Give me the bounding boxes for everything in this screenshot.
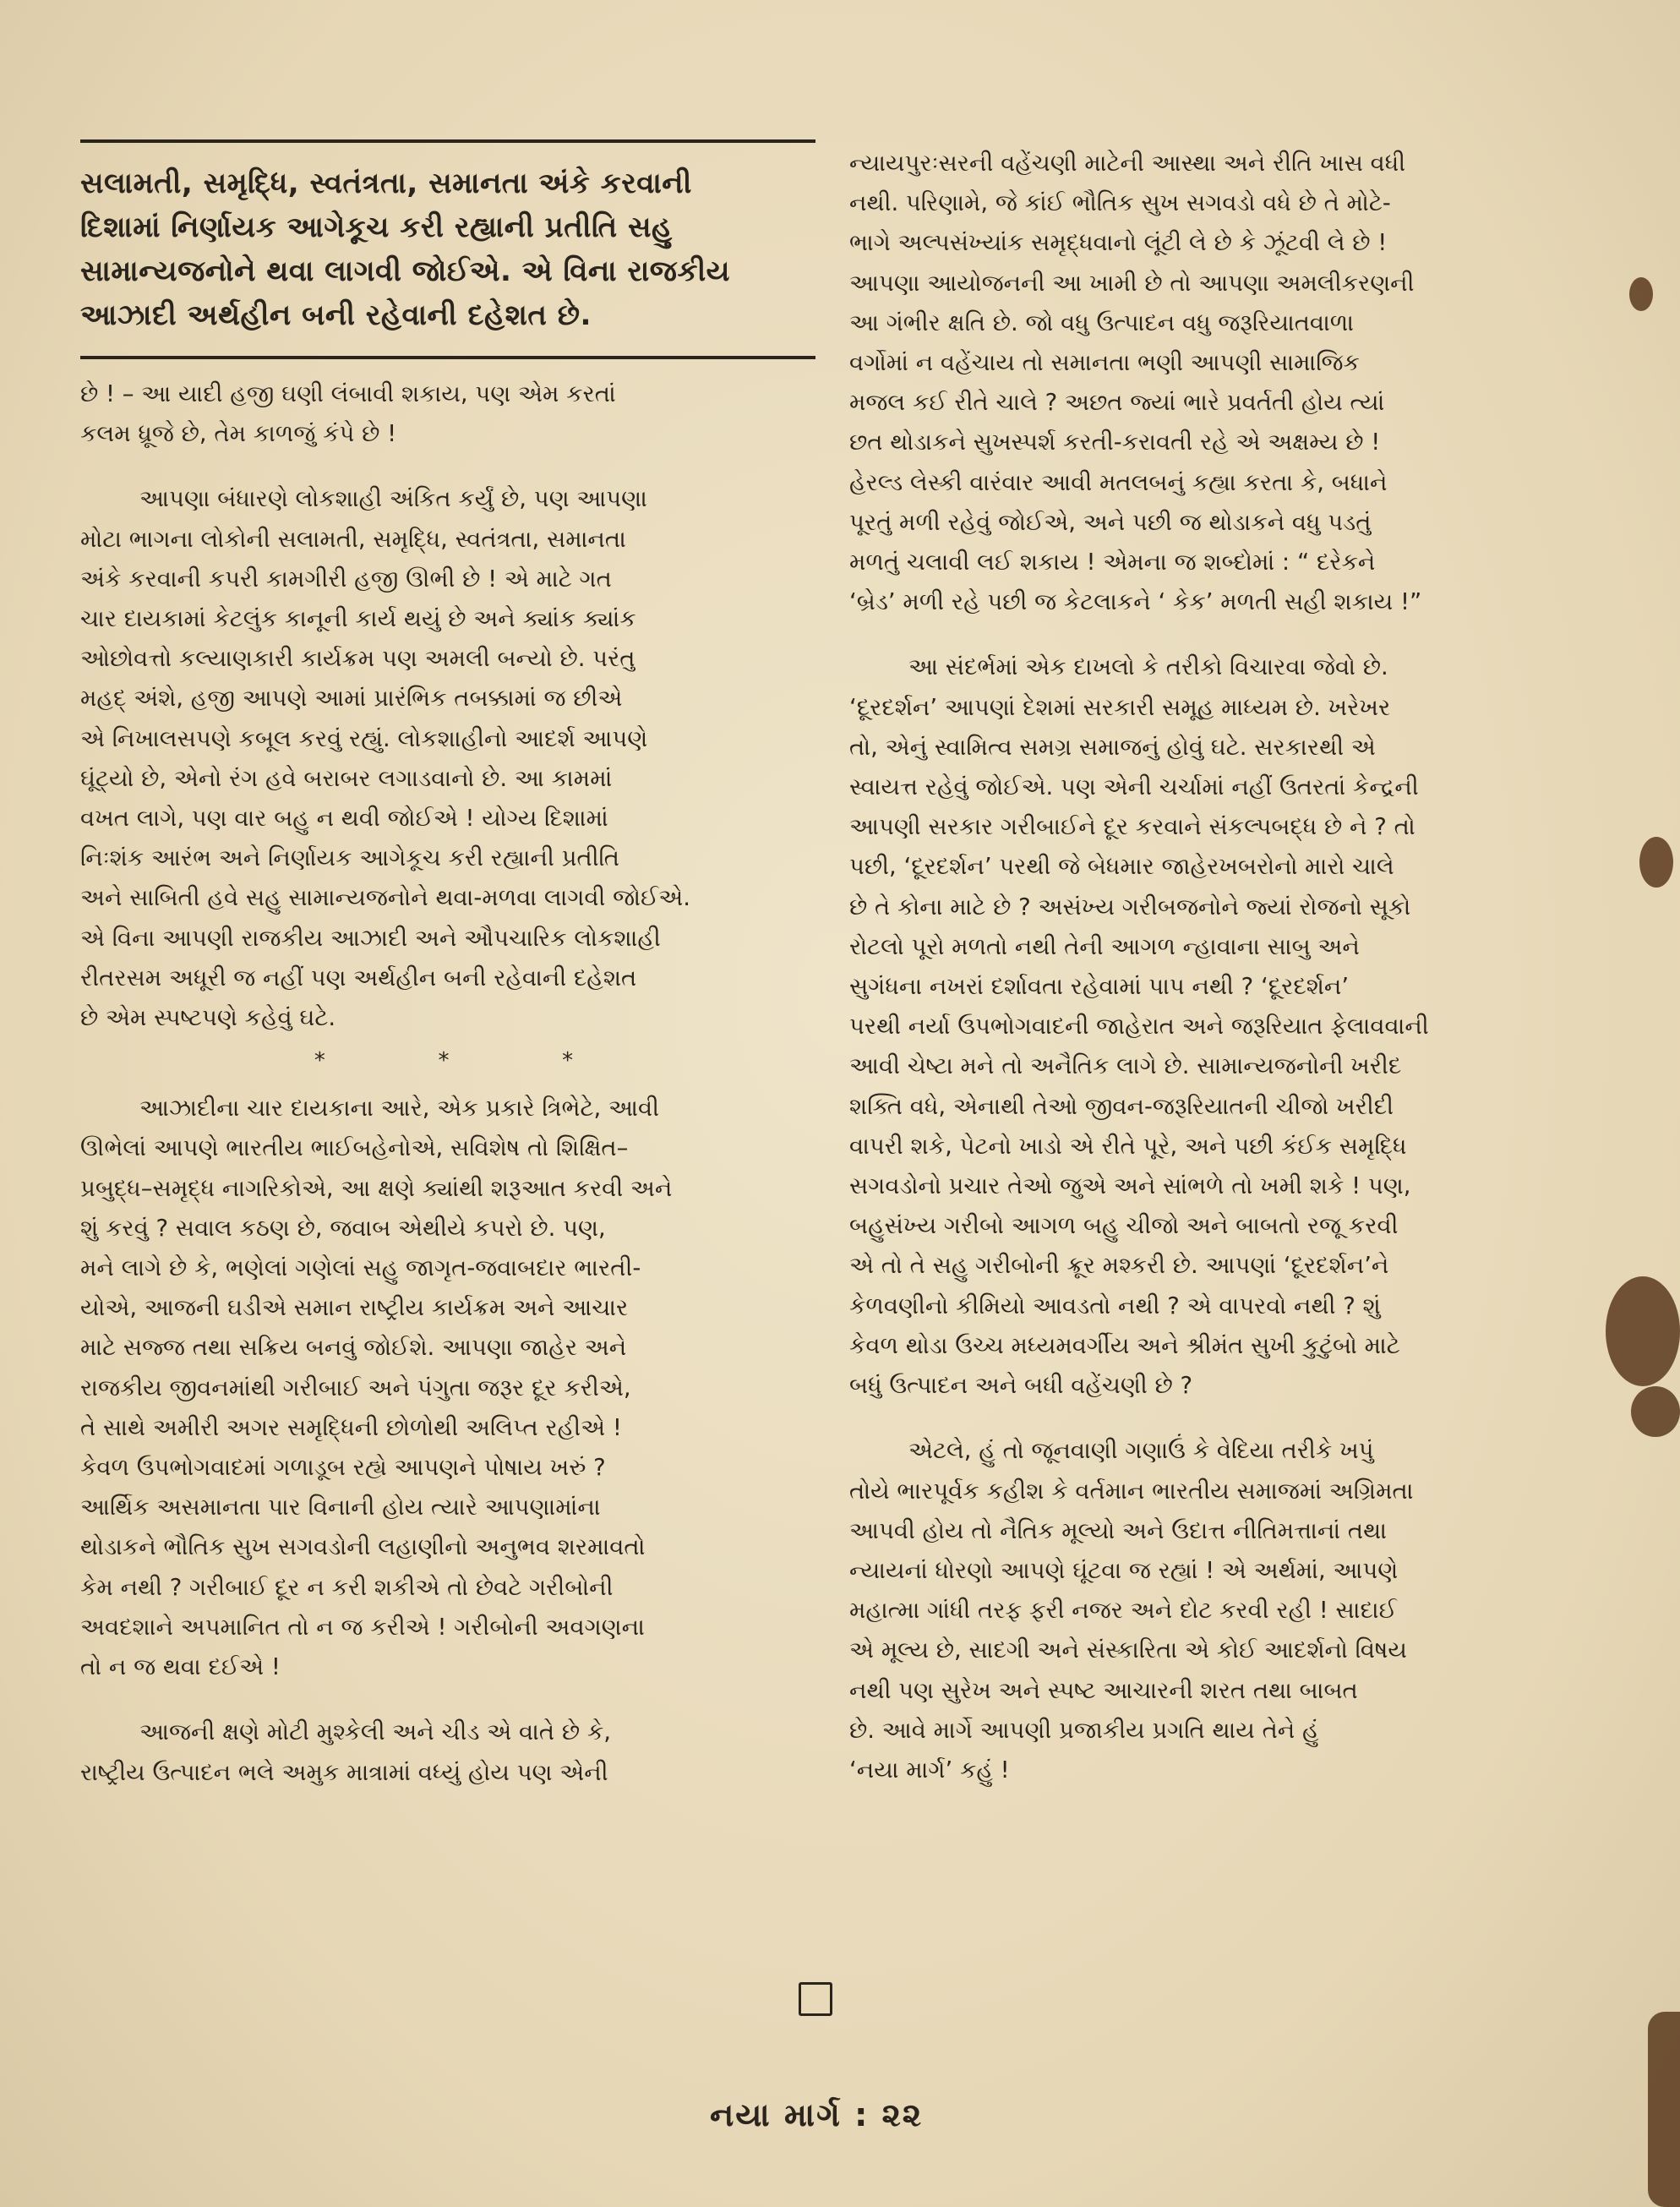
text-line: રીતરસમ અધૂરી જ નહીં પણ અર્થહીન બની રહેવાની દહેશત xyxy=(80,964,637,992)
text-line: છે. આવે માર્ગે આપણી પ્રજાકીય પ્રગતિ થાય તેને હું xyxy=(849,1716,1319,1744)
text-line: અવદશાને અપમાનિત તો ન જ કરીએ ! ગરીબોની અવગણના xyxy=(80,1613,645,1641)
text-line: આવી ચેષ્ટા મને તો અનૈતિક લાગે છે. સામાન્યજનોની ખરીદ xyxy=(849,1052,1402,1080)
text-line: વાપરી શકે, પેટનો ખાડો એ રીતે પૂરે, અને પછી કંઈક સમૃદ્ધિ xyxy=(849,1132,1407,1160)
paper-damage-mark xyxy=(1639,837,1673,888)
end-of-article-box-icon xyxy=(799,1982,832,2016)
body-paragraph xyxy=(80,374,815,454)
text-line: આપણા આયોજનની આ ખામી છે તો આપણા અમલીકરણની xyxy=(849,269,1415,297)
star-glyph: * xyxy=(314,1048,325,1074)
text-line: ‘બ્રેડ’ મળી રહે પછી જ કેટલાકને ‘ કેક’ મળતી સહી શકાય !” xyxy=(849,588,1422,616)
text-line: કેવળ ઉપભોગવાદમાં ગળાડૂબ રહ્યે આપણને પોષાય ખરું ? xyxy=(80,1454,606,1482)
text-line: તો, એનું સ્વામિત્વ સમગ્ર સમાજનું હોવું ઘટે. સરકારથી એ xyxy=(849,733,1376,761)
text-line: ‘નયા માર્ગ’ કહું ! xyxy=(849,1756,1010,1784)
text-line: ન્યાયનાં ધોરણો આપણે ઘૂંટવા જ રહ્યાં ! એ અર્થમાં, આપણે xyxy=(849,1556,1399,1584)
text-line: છત થોડાકને સુખસ્પર્શ કરતી-કરાવતી રહે એ અક્ષમ્ય છે ! xyxy=(849,429,1381,456)
text-line: મોટા ભાગના લોકોની સલામતી, સમૃદ્ધિ, સ્વતંત્રતા, સમાનતા xyxy=(80,525,626,553)
text-line: થોડાકને ભૌતિક સુખ સગવડોની લહાણીનો અનુભવ શરમાવતો xyxy=(80,1533,646,1561)
text-line: આપણી સરકાર ગરીબાઈને દૂર કરવાને સંકલ્પબદ્ધ છે ને ? તો xyxy=(849,813,1415,841)
text-line: મને લાગે છે કે, ભણેલાં ગણેલાં સહુ જાગૃત-જવાબદાર ભારતી- xyxy=(80,1254,641,1282)
text-line: રોટલો પૂરો મળતો નથી તેની આગળ ન્હાવાના સાબુ અને xyxy=(849,932,1360,960)
text-line: માટે સજ્જ તથા સક્રિય બનવું જોઈશે. આપણા જાહેર અને xyxy=(80,1334,627,1362)
text-line: આર્થિક અસમાનતા પાર વિનાની હોય ત્યારે આપણામાંના xyxy=(80,1494,601,1521)
text-line: યોએ, આજની ઘડીએ સમાન રાષ્ટ્રીય કાર્યક્રમ અને આચાર xyxy=(80,1294,629,1322)
text-line: ભાગે અલ્પસંખ્યાંક સમૃદ્ધવાનો લૂંટી લે છે કે ઝૂંટવી લે છે ! xyxy=(849,229,1388,257)
body-paragraph xyxy=(80,1713,815,1792)
text-line: સુગંધના નખરાં દર્શાવતા રહેવામાં પાપ નથી ? ‘દૂરદર્શન’ xyxy=(849,973,1350,1001)
text-line: આપવી હોય તો નૈતિક મૂલ્યો અને ઉદાત્ત નીતિમત્તાનાં તથા xyxy=(849,1516,1387,1544)
text-line: એ મૂલ્ય છે, સાદગી અને સંસ્કારિતા એ કોઈ આદર્શનો વિષય xyxy=(849,1636,1407,1664)
star-glyph: * xyxy=(562,1048,574,1074)
text-line: ‘દૂરદર્શન’ આપણાં દેશમાં સરકારી સમૂહ માધ્યમ છે. ખરેખર xyxy=(849,693,1391,721)
text-line: ન્યાયપુરઃસરની વહેંચણી માટેની આસ્થા અને રીતિ ખાસ વધી xyxy=(849,150,1406,177)
text-line: નિઃશંક આરંભ અને નિર્ણાયક આગેકૂચ કરી રહ્યાની પ્રતીતિ xyxy=(80,844,620,872)
pull-quote-line: દિશામાં નિર્ણાયક આગેકૂચ કરી રહ્યાની પ્રતીતિ સહુ xyxy=(80,210,673,244)
text-line: મજલ કઈ રીતે ચાલે ? અછત જ્યાં ભારે પ્રવર્તતી હોય ત્યાં xyxy=(849,389,1385,417)
text-line: તો ન જ થવા દઈએ ! xyxy=(80,1653,281,1681)
text-line: તે સાથે અમીરી અગર સમૃદ્ધિની છોળોથી અલિપ્ત રહીએ ! xyxy=(80,1413,622,1441)
text-line: ઓછોવત્તો કલ્યાણકારી કાર્યક્રમ પણ અમલી બન્યો છે. પરંતુ xyxy=(80,645,635,673)
text-line: છે ! – આ યાદી હજી ઘણી લંબાવી શકાય, પણ એમ કરતાં xyxy=(80,380,616,407)
paper-damage-mark xyxy=(1631,1386,1680,1437)
text-line: કલમ ધ્રૂજે છે, તેમ કાળજું કંપે છે ! xyxy=(80,420,397,448)
text-line: આ ગંભીર ક્ષતિ છે. જો વધુ ઉત્પાદન વધુ જરૂરિયાતવાળા xyxy=(849,309,1354,336)
text-line: ચાર દાયકામાં કેટલુંક કાનૂની કાર્ય થયું છે અને ક્યાંક ક્યાંક xyxy=(80,605,636,633)
text-line: અને સાબિતી હવે સહુ સામાન્યજનોને થવા-મળવા લાગવી જોઈએ. xyxy=(80,884,691,912)
text-line: રાષ્ટ્રીય ઉત્પાદન ભલે અમુક માત્રામાં વધ્યું હોય પણ એની xyxy=(80,1758,608,1786)
text-line: વખત લાગે, પણ વાર બહુ ન થવી જોઈએ ! યોગ્ય દિશામાં xyxy=(80,805,608,833)
body-paragraph xyxy=(849,1431,1601,1790)
pull-quote-line: સલામતી, સમૃદ્ધિ, સ્વતંત્રતા, સમાનતા અંકે કરવાની xyxy=(80,167,692,200)
text-line: હેરલ્ડ લેસ્કી વારંવાર આવી મતલબનું કહ્યા કરતા કે, બધાને xyxy=(849,468,1388,496)
text-line: આપણા બંધારણે લોકશાહી અંકિત કર્યું છે, પણ આપણા xyxy=(139,485,647,513)
text-line: કેવળ થોડા ઉચ્ચ મધ્યમવર્ગીય અને શ્રીમંત સુખી કુટુંબો માટે xyxy=(849,1331,1400,1359)
body-paragraph xyxy=(80,1089,815,1687)
text-line: એટલે, હું તો જૂનવાણી ગણાઉં કે વેદિયા તરીકે ખપું xyxy=(908,1437,1374,1465)
text-line: કેમ નથી ? ગરીબાઈ દૂર ન કરી શકીએ તો છેવટે ગરીબોની xyxy=(80,1573,614,1601)
text-line: એ તો તે સહુ ગરીબોની ક્રૂર મશ્કરી છે. આપણાં ‘દૂરદર્શન’ને xyxy=(849,1252,1389,1280)
text-line: તોયે ભારપૂર્વક કહીશ કે વર્તમાન ભારતીય સમાજમાં અગ્રિમતા xyxy=(849,1477,1414,1505)
text-line: એ નિખાલસપણે કબૂલ કરવું રહ્યું. લોકશાહીનો આદર્શ આપણે xyxy=(80,724,648,752)
paper-damage-mark xyxy=(1606,1276,1680,1386)
paper-damage-mark xyxy=(1648,2012,1680,2207)
text-line: શું કરવું ? સવાલ કઠણ છે, જવાબ એથીયે કપરો છે. પણ, xyxy=(80,1214,606,1242)
text-line: નથી પણ સુરેખ અને સ્પષ્ટ આચારની શરત તથા બાબત xyxy=(849,1676,1358,1704)
text-line: મહદ્ અંશે, હજી આપણે આમાં પ્રારંભિક તબક્કામાં જ છીએ xyxy=(80,685,623,713)
text-line: છે તે કોના માટે છે ? અસંખ્ય ગરીબજનોને જ્યાં રોજનો સૂકો xyxy=(849,893,1411,920)
text-line: બધું ઉત્પાદન અને બધી વહેંચણી છે ? xyxy=(849,1372,1193,1400)
star-glyph: * xyxy=(438,1048,450,1074)
pull-quote-line: આઝાદી અર્થહીન બની રહેવાની દહેશત છે. xyxy=(80,298,592,332)
text-line: મળતું ચલાવી લઈ શકાય ! એમના જ શબ્દોમાં : “ દરેકને xyxy=(849,549,1376,576)
text-line: રાજકીય જીવનમાંથી ગરીબાઈ અને પંગુતા જરૂર દૂર કરીએ, xyxy=(80,1374,631,1401)
left-column xyxy=(80,139,815,1793)
text-line: અંકે કરવાની કપરી કામગીરી હજી ઊભી છે ! એ માટે ગત xyxy=(80,565,612,593)
text-line: પ્રબુદ્ધ–સમૃદ્ધ નાગરિકોએ, આ ક્ષણે ક્યાંથી શરૂઆત કરવી અને xyxy=(80,1174,673,1202)
pull-quote xyxy=(80,161,815,337)
pull-quote-line: સામાન્યજનોને થવા લાગવી જોઈએ. એ વિના રાજકીય xyxy=(80,254,731,288)
text-line: વર્ગોમાં ન વહેંચાય તો સમાનતા ભણી આપણી સામાજિક xyxy=(849,349,1360,377)
text-line: ઊભેલાં આપણે ભારતીય ભાઈબહેનોએ, સવિશેષ તો શિક્ષિત– xyxy=(80,1134,629,1162)
page-footer: નયા માર્ગ : ૨૨ xyxy=(710,2096,924,2133)
text-line: મહાત્મા ગાંધી તરફ ફરી નજર અને દોટ કરવી રહી ! સાદાઈ xyxy=(849,1597,1397,1625)
text-line: ઘૂંટ્યો છે, એનો રંગ હવે બરાબર લગાડવાનો છે. આ કામમાં xyxy=(80,764,613,792)
text-line: પૂરતું મળી રહેવું જોઈએ, અને પછી જ થોડાકને વધુ પડતું xyxy=(849,508,1372,536)
paper-damage-mark xyxy=(1629,277,1653,311)
body-paragraph xyxy=(849,144,1601,622)
text-line: પરથી નર્યા ઉપભોગવાદની જાહેરાત અને જરૂરિયાત ફેલાવવાની xyxy=(849,1013,1429,1041)
text-line: શક્તિ વધે, એનાથી તેઓ જીવન-જરૂરિયાતની ચીજો ખરીદી xyxy=(849,1092,1394,1120)
text-line: બહુસંખ્ય ગરીબો આગળ બહુ ચીજો અને બાબતો રજૂ કરવી xyxy=(849,1212,1399,1240)
text-line: આજની ક્ષણે મોટી મુશ્કેલી અને ચીડ એ વાતે છે કે, xyxy=(139,1718,611,1746)
text-line: છે એમ સ્પષ્ટપણે કહેવું ઘટે. xyxy=(80,1004,336,1032)
text-line: સગવડોનો પ્રચાર તેઓ જુએ અને સાંભળે તો ખમી શકે ! પણ, xyxy=(849,1172,1411,1200)
text-line: કેળવણીનો કીમિયો આવડતો નથી ? એ વાપરવો નથી ? શું xyxy=(849,1292,1381,1319)
text-line: આઝાદીના ચાર દાયકાના આરે, એક પ્રકારે ત્રિભેટે, આવી xyxy=(139,1095,660,1123)
body-paragraph xyxy=(80,479,815,1038)
text-line: એ વિના આપણી રાજકીય આઝાદી અને ઔપચારિક લોકશાહી xyxy=(80,924,661,952)
right-column xyxy=(849,144,1601,1790)
text-line: આ સંદર્ભમાં એક દાખલો કે તરીકો વિચારવા જેવો છે. xyxy=(908,653,1388,681)
text-line: પછી, ‘દૂરદર્શન’ પરથી જે બેધમાર જાહેરખબરોનો મારો ચાલે xyxy=(849,853,1394,881)
text-line: નથી. પરિણામે, જે કાંઈ ભૌતિક સુખ સગવડો વધે છે તે મોટે- xyxy=(849,189,1391,217)
text-line: સ્વાયત્ત રહેવું જોઈએ. પણ એની ચર્ચામાં નહીં ઉતરતાં કેન્દ્રની xyxy=(849,773,1419,801)
top-rule xyxy=(80,139,815,143)
section-break-stars xyxy=(258,1048,630,1073)
body-paragraph xyxy=(849,647,1601,1406)
